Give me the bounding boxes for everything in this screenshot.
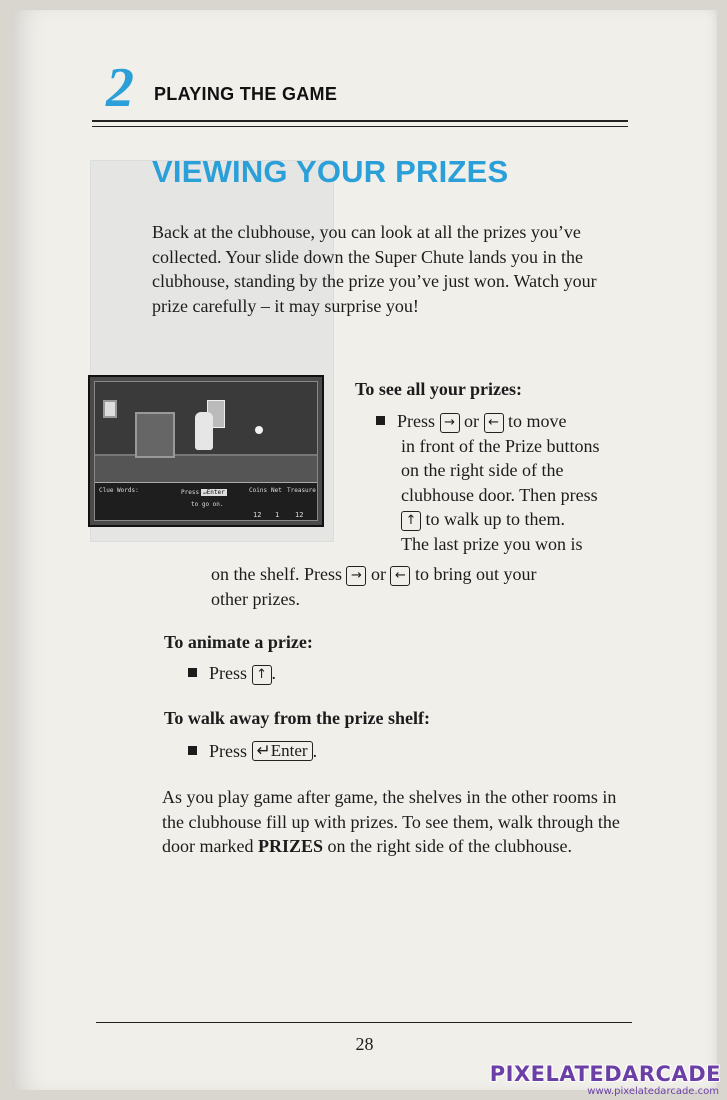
left-arrow-key-icon: ← <box>390 566 410 586</box>
hud-treasure-label: Treasure <box>287 487 316 494</box>
period: . <box>271 663 277 683</box>
bullet-square-icon <box>376 416 385 425</box>
or-label: or <box>370 564 386 584</box>
closing-text: As you play game after game, the shelves in the other rooms in the clubhouse fill up with prizes. To see them, walk through the door marked <box>162 787 620 856</box>
walk-away-heading: To walk away from the prize shelf: <box>164 708 430 728</box>
shelf-text: on the shelf. Press <box>211 564 342 584</box>
bullet-square-icon <box>188 668 197 677</box>
hud-coins-value: 12 <box>253 511 262 519</box>
header-rule-thin <box>92 126 628 127</box>
game-screenshot <box>88 375 324 527</box>
header-rule-thick <box>92 120 628 122</box>
clubhouse-door <box>135 412 175 458</box>
walk-up-text: to walk up to them. <box>425 509 565 529</box>
right-arrow-key-icon: → <box>346 566 366 586</box>
closing-paragraph <box>162 785 632 859</box>
game-hud <box>95 482 317 521</box>
game-screen <box>94 381 318 521</box>
hud-net-value: 1 <box>275 511 280 519</box>
press-label: Press <box>397 411 436 431</box>
see-all-continuation <box>211 562 631 611</box>
intro-paragraph: Back at the clubhouse, you can look at all the prizes you’ve collected. Your slide down the Super Chute lands you in the clubhouse, standing by the prize you’ve just won. Watch your prize carefully – it may surprise you! <box>152 222 597 316</box>
instruction-line: clubhouse door. Then press <box>401 484 598 505</box>
prize-orb <box>255 426 263 434</box>
clubhouse-floor <box>95 454 317 484</box>
page-number: 28 <box>355 1034 374 1054</box>
press-label: Press <box>209 741 248 761</box>
see-all-heading: To see all your prizes: <box>355 379 522 399</box>
walk-away-instruction <box>188 739 317 764</box>
animate-heading: To animate a prize: <box>164 632 313 652</box>
other-prizes-text: other prizes. <box>211 588 300 609</box>
hud-clue-words: Clue Words: <box>99 487 139 494</box>
enter-key-icon: ↵Enter <box>252 741 313 761</box>
period: . <box>312 741 318 761</box>
manual-page <box>12 10 717 1090</box>
instruction-line: in front of the Prize buttons <box>401 435 600 456</box>
move-text: to move <box>508 411 567 431</box>
or-label: or <box>464 411 480 431</box>
chapter-title: PLAYING THE GAME <box>154 84 338 104</box>
hud-go-on: to go on. <box>191 501 224 508</box>
watermark-url: www.pixelatedarcade.com <box>587 1086 719 1097</box>
hud-net-label: Net <box>271 487 282 494</box>
hud-press-prompt <box>181 489 227 496</box>
up-arrow-key-icon: ↑ <box>252 665 272 685</box>
bullet-square-icon <box>188 746 197 755</box>
instruction-line: on the right side of the <box>401 460 564 480</box>
right-arrow-key-icon: → <box>440 413 460 433</box>
wall-sign <box>103 400 117 418</box>
section-title: VIEWING YOUR PRIZES <box>152 154 509 189</box>
see-all-instructions <box>376 409 646 556</box>
prizes-emphasis: PRIZES <box>257 836 323 856</box>
up-arrow-key-icon: ↑ <box>401 511 421 531</box>
watermark-logo: PIXELATEDARCADE <box>489 1062 721 1086</box>
footer-rule <box>96 1022 632 1023</box>
press-label: Press <box>209 663 248 683</box>
animate-instruction <box>188 661 276 686</box>
hud-treasure-value: 12 <box>295 511 304 519</box>
hud-press-label: Press <box>181 489 200 496</box>
instruction-line: The last prize you won is <box>401 533 583 554</box>
closing-text-end: on the right side of the clubhouse. <box>323 836 572 856</box>
bring-out-text: to bring out your <box>414 564 537 584</box>
left-arrow-key-icon: ← <box>484 413 504 433</box>
chapter-number: 2 <box>106 57 134 119</box>
player-character <box>195 412 213 450</box>
hud-coins-label: Coins <box>249 487 268 494</box>
hud-enter-key: ↵Enter <box>203 489 225 496</box>
